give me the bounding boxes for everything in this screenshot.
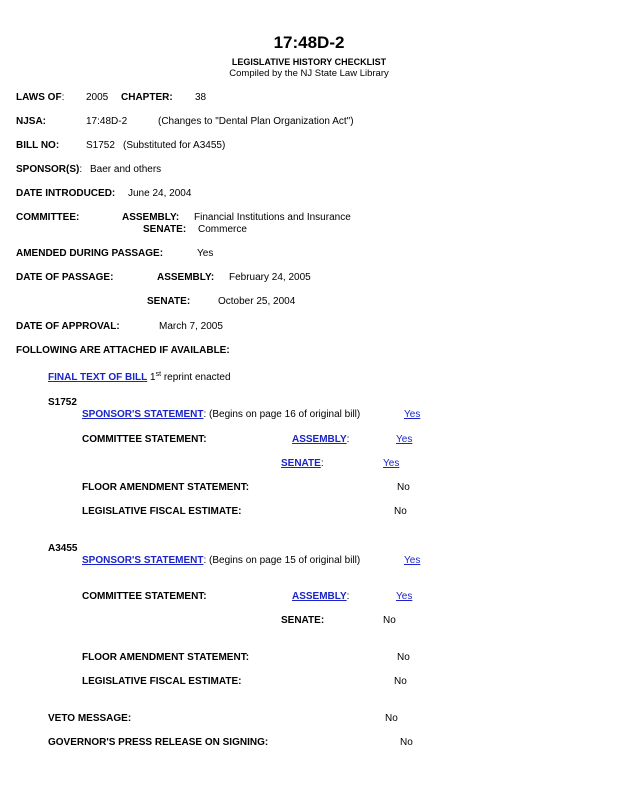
- s1752-assembly-colon: :: [346, 434, 350, 445]
- bill-no-value: S1752: [86, 140, 115, 151]
- amended-label: AMENDED DURING PASSAGE:: [16, 248, 164, 259]
- laws-of-label: LAWS OF: [16, 92, 62, 103]
- press-release-value: No: [400, 737, 413, 748]
- chapter-label: CHAPTER:: [121, 92, 173, 103]
- s1752-senate-colon: :: [320, 458, 324, 469]
- njsa-note: (Changes to "Dental Plan Organization Act"): [158, 116, 354, 127]
- laws-of-year: 2005: [86, 92, 109, 103]
- veto-message-value: No: [385, 713, 398, 724]
- passage-senate-label: SENATE:: [147, 296, 191, 307]
- a3455-fiscal-label: LEGISLATIVE FISCAL ESTIMATE:: [82, 676, 242, 687]
- document-subtitle: LEGISLATIVE HISTORY CHECKLIST: [231, 57, 387, 67]
- laws-of-colon: :: [61, 92, 65, 103]
- sponsors-value: Baer and others: [90, 164, 162, 175]
- date-introduced-value: June 24, 2004: [128, 188, 192, 199]
- s1752-sponsor-row: [82, 409, 360, 420]
- njsa-label: NJSA:: [16, 116, 47, 127]
- s1752-committee-label: COMMITTEE STATEMENT:: [82, 434, 207, 445]
- s1752-sponsor-statement-link[interactable]: SPONSOR'S STATEMENT: [82, 409, 204, 420]
- sponsors-row: [16, 164, 82, 175]
- a3455-assembly-yes-link[interactable]: Yes: [396, 591, 413, 602]
- final-text-reprint-suffix: st: [155, 371, 162, 378]
- date-introduced-label: DATE INTRODUCED:: [16, 188, 116, 199]
- a3455-committee-label: COMMITTEE STATEMENT:: [82, 591, 207, 602]
- a3455-sponsor-row: [82, 555, 360, 566]
- s1752-sponsor-note: : (Begins on page 16 of original bill): [203, 409, 361, 420]
- a3455-assembly-colon: :: [346, 591, 350, 602]
- passage-assembly-label: ASSEMBLY:: [157, 272, 215, 283]
- committee-senate-label: SENATE:: [143, 224, 187, 235]
- a3455-heading: A3455: [48, 543, 78, 554]
- a3455-senate-label: SENATE:: [281, 615, 325, 626]
- s1752-fiscal-label: LEGISLATIVE FISCAL ESTIMATE:: [82, 506, 242, 517]
- s1752-fiscal-value: No: [394, 506, 407, 517]
- final-text-of-bill-link[interactable]: FINAL TEXT OF BILL: [48, 372, 148, 383]
- date-of-approval-value: March 7, 2005: [159, 321, 223, 332]
- a3455-assembly-link[interactable]: ASSEMBLY: [292, 591, 347, 602]
- s1752-floor-label: FLOOR AMENDMENT STATEMENT:: [82, 482, 250, 493]
- a3455-sponsor-note: : (Begins on page 15 of original bill): [203, 555, 361, 566]
- a3455-fiscal-value: No: [394, 676, 407, 687]
- sponsors-label: SPONSOR(S): [16, 164, 80, 175]
- committee-senate-value: Commerce: [198, 224, 247, 235]
- laws-of-row: [16, 92, 64, 103]
- committee-assembly-value: Financial Institutions and Insurance: [194, 212, 351, 223]
- sponsors-colon: :: [79, 164, 83, 175]
- veto-message-label: VETO MESSAGE:: [48, 713, 132, 724]
- final-text-row: [48, 372, 231, 383]
- a3455-floor-label: FLOOR AMENDMENT STATEMENT:: [82, 652, 250, 663]
- a3455-senate-value: No: [383, 615, 396, 626]
- a3455-assembly-row: [292, 591, 349, 602]
- s1752-heading: S1752: [48, 397, 77, 408]
- date-of-passage-label: DATE OF PASSAGE:: [16, 272, 114, 283]
- document-number: 17:48D-2: [273, 33, 345, 52]
- press-release-label: GOVERNOR'S PRESS RELEASE ON SIGNING:: [48, 737, 269, 748]
- s1752-senate-row: [281, 458, 324, 469]
- a3455-sponsor-statement-link[interactable]: SPONSOR'S STATEMENT: [82, 555, 204, 566]
- date-of-approval-label: DATE OF APPROVAL:: [16, 321, 120, 332]
- final-text-reprint-number: 1: [150, 372, 156, 383]
- chapter-value: 38: [195, 92, 207, 103]
- a3455-sponsor-yes-link[interactable]: Yes: [404, 555, 421, 566]
- committee-assembly-label: ASSEMBLY:: [122, 212, 180, 223]
- following-attached-heading: FOLLOWING ARE ATTACHED IF AVAILABLE:: [16, 345, 230, 356]
- s1752-sponsor-yes-link[interactable]: Yes: [404, 409, 421, 420]
- document-compiled-by: Compiled by the NJ State Law Library: [229, 68, 389, 79]
- passage-assembly-value: February 24, 2005: [229, 272, 311, 283]
- s1752-assembly-link[interactable]: ASSEMBLY: [292, 434, 347, 445]
- s1752-assembly-yes-link[interactable]: Yes: [396, 434, 413, 445]
- final-text-rest: reprint enacted: [163, 372, 231, 383]
- bill-no-note: (Substituted for A3455): [123, 140, 226, 151]
- a3455-floor-value: No: [397, 652, 410, 663]
- s1752-assembly-row: [292, 434, 349, 445]
- njsa-value: 17:48D-2: [86, 116, 128, 127]
- s1752-senate-link[interactable]: SENATE: [281, 458, 321, 469]
- bill-no-label: BILL NO:: [16, 140, 60, 151]
- amended-value: Yes: [197, 248, 214, 259]
- passage-senate-value: October 25, 2004: [218, 296, 296, 307]
- s1752-senate-yes-link[interactable]: Yes: [383, 458, 400, 469]
- committee-label: COMMITTEE:: [16, 212, 80, 223]
- s1752-floor-value: No: [397, 482, 410, 493]
